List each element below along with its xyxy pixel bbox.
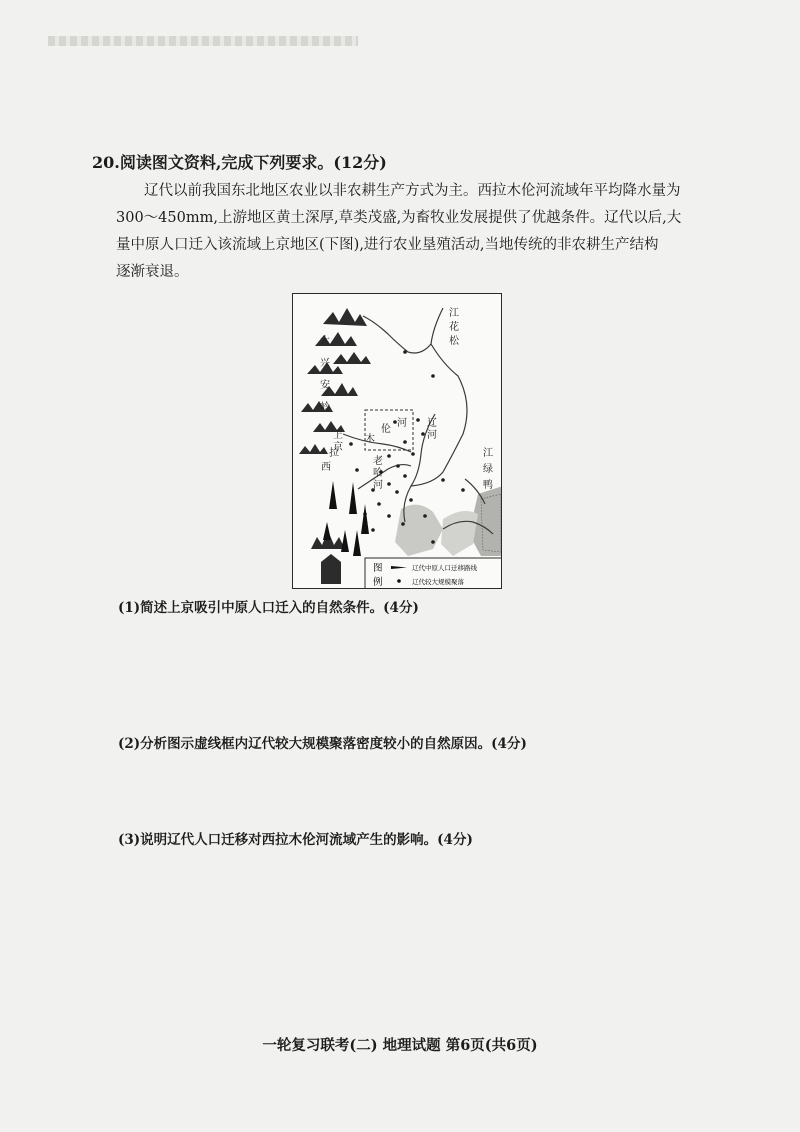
map-label-laohahe: 哈 (373, 468, 383, 479)
map-label-daxinganling: 岭 (320, 402, 330, 413)
settlement-dot (377, 502, 381, 506)
gray-lowland (395, 505, 443, 556)
songhua-river (363, 308, 443, 353)
map-label-daxinganling: 安 (320, 380, 330, 391)
map-label-laohahe: 老 (373, 456, 383, 467)
settlement-dot (441, 478, 445, 482)
map-label-yalujiang: 绿 (483, 464, 493, 475)
question-paragraph (118, 178, 718, 286)
sub-question-2: (2)分析图示虚线框内辽代较大规模聚落密度较小的自然原因。(4分) (118, 736, 527, 752)
paragraph-line: 逐渐衰退。 (116, 264, 189, 280)
migration-arrow (361, 504, 369, 534)
map-label-songhuajiang: 松 (449, 336, 459, 347)
settlement-dot (349, 442, 353, 446)
legend-settlement-label: 辽代较大规模聚落 (412, 578, 464, 586)
map-label-xilamulun: 河 (397, 418, 407, 429)
settlement-dot (431, 374, 435, 378)
map-label-daxinganling: 兴 (320, 358, 330, 369)
header-smudge (48, 36, 358, 46)
map-label-laohahe: 河 (373, 480, 383, 491)
migration-arrow (329, 481, 337, 509)
legend-dot-icon (397, 579, 401, 583)
settlement-dot (423, 514, 427, 518)
settlement-dot (387, 514, 391, 518)
settlement-dot (371, 528, 375, 532)
paragraph-line: 量中原人口迁入该流域上京地区(下图),进行农业垦殖活动,当地传统的非农耕生产结构 (116, 237, 659, 253)
map-label-xilamulun: 拉 (329, 448, 339, 459)
map-label-xilamulun: 伦 (381, 424, 391, 435)
migration-arrow (349, 482, 357, 514)
map-label-songhuajiang: 花 (449, 322, 459, 333)
paragraph-line: 300～450mm,上游地区黄土深厚,草类茂盛,为畜牧业发展提供了优越条件。辽代以后,大 (116, 210, 682, 226)
xilamulun-river (343, 434, 411, 452)
settlement-dot (395, 490, 399, 494)
map-label-shangjing: 京 (333, 442, 343, 453)
migration-arrow (341, 530, 349, 552)
settlement-dot (387, 482, 391, 486)
settlement-dot (461, 488, 465, 492)
map-label-xilamulun: 木 (365, 434, 375, 445)
settlement-dot (431, 540, 435, 544)
settlement-dot (387, 454, 391, 458)
settlement-dot (403, 474, 407, 478)
settlement-dot (401, 522, 405, 526)
settlement-dot (421, 432, 425, 436)
map-label-liaohe: 河 (427, 430, 437, 441)
map-label-yalujiang: 江 (483, 448, 493, 459)
settlement-dot (416, 418, 420, 422)
sub-question-1: (1)简述上京吸引中原人口迁入的自然条件。(4分) (118, 600, 419, 616)
migration-arrow (353, 530, 361, 556)
settlement-dot (355, 468, 359, 472)
liao-migration-map (292, 293, 502, 589)
legend-route-label: 辽代中原人口迁移路线 (412, 564, 477, 572)
settlement-dot (411, 452, 415, 456)
laoha-river (358, 465, 411, 489)
map-drawing (293, 294, 502, 589)
legend-title-bottom: 例 (373, 577, 383, 588)
settlement-dot (396, 464, 400, 468)
sub-question-3: (3)说明辽代人口迁移对西拉木伦河流域产生的影响。(4分) (118, 832, 473, 848)
settlement-dot (403, 350, 407, 354)
map-label-shangjing: 上 (333, 430, 343, 441)
paragraph-line: 辽代以前我国东北地区农业以非农耕生产方式为主。西拉木伦河流域年平均降水量为 (144, 183, 681, 199)
question-title: 20.阅读图文资料,完成下列要求。(12分) (92, 153, 387, 172)
settlement-dot (409, 498, 413, 502)
migration-arrow (323, 522, 331, 540)
map-label-xilamulun: 西 (321, 462, 331, 473)
settlement-dot (403, 440, 407, 444)
map-label-liaohe: 辽 (427, 418, 437, 429)
map-label-daxinganling: 大 (320, 336, 330, 347)
page-footer: 一轮复习联考(二) 地理试题 第6页(共6页) (262, 1037, 538, 1054)
legend-title-top: 图 (373, 563, 383, 574)
gray-lowland-east (441, 511, 478, 556)
map-label-yalujiang: 鸭 (483, 480, 493, 491)
map-label-songhuajiang: 江 (449, 308, 459, 319)
